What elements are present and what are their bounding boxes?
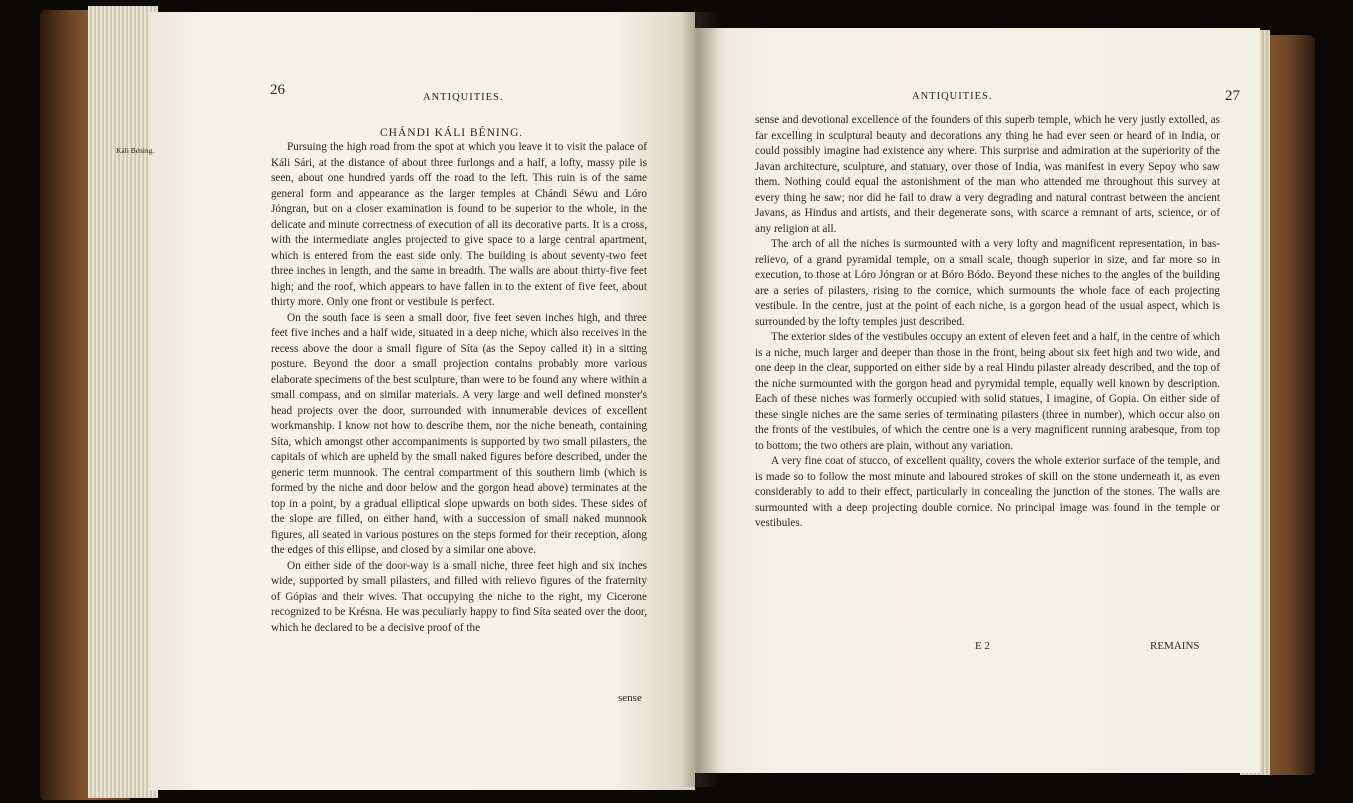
right-body-text: [755, 113, 1220, 532]
catchword: REMAINS: [1150, 640, 1200, 652]
page-number: 26: [270, 82, 285, 98]
paragraph: On either side of the door-way is a small niche, three feet high and six inches wide, supported by small pilasters, and filled with relievo figures of the fraternity of Gópias and their wives. That occupying the niche to the right, my Cicerone recognized to be Krésna. He was peculiarly happy to find Síta seated over the door, which he declared to be a decisive proof of the: [271, 559, 647, 634]
running-head: ANTIQUITIES.: [423, 92, 504, 103]
catchword: sense: [618, 692, 642, 704]
paragraph: The arch of all the niches is surmounted with a very lofty and magnificent representation, in bas-relievo, of a grand pyramidal temple, on a small scale, though superior in size, and far more so in execution, to those at Lóro Jóngran or at Bóro Bódo. Beyond these niches to the angles of the building are a series of pilasters, rising to the cornice, which surmounts the whole face of each projecting vestibule. In the centre, just at the point of each niche, is a gorgon head of the usual aspect, which is surrounded by the lofty temples just described.: [755, 238, 1220, 328]
paragraph: sense and devotional excellence of the founders of this superb temple, which he very justly extolled, as far excelling in sculptural beauty and decorations any thing he had ever seen or heard of in India, or could possibly imagine had existence any where. This surprise and admiration at the superiority of the Javan architecture, sculpture, and statuary, over those of India, was manifest in every Sepoy who saw them. Nothing could equal the astonishment of the man who attended me throughout this survey at every thing he saw; nor did he fail to draw a very degrading and natural contrast between the ancient Javans, as Hindus and artists, and their degenerate sons, with scarce a remnant of arts, science, or of any religion at all.: [755, 114, 1220, 235]
paragraph: On the south face is seen a small door, five feet seven inches high, and three feet five inches and a half wide, situated in a deep niche, which also receives in the recess above the door a small figure of Síta (as the Sepoy called it) in a sitting posture. Beyond the door a small projection contains probably more various elaborate specimens of the best sculpture, than were to be found any where within a small compass, and on similar materials. A very large and well defined monster's head projects over the door, surrounded with innumerable devices of excellent workmanship. I know not how to describe them, nor the niche beneath, containing Síta, which amongst other accompaniments is supported by two small pilasters, the capitals of which are upheld by the small naked figures before described, under the generic term munnook. The central compartment of this southern limb (which is formed by the niche and door below and the gorgon head above) terminates at the top in a point, by a gradual elliptical slope upwards on both sides. These sides of the slope are filled, on either hand, with a succession of small naked munnook figures, all seated in various postures on the steps formed for their reception, along the edges of this ellipse, and closed by a similar one above.: [271, 311, 647, 556]
paragraph: Pursuing the high road from the spot at which you leave it to visit the palace of Káli Sári, at the distance of about three furlongs and a half, a lofty, massy pile is seen, about one hundred yards off the road to the left. This ruin is of the same general form and appearance as the larger temples at Chándi Séwu and Lóro Jóngran, but on a closer examination is found to be superior to the whole, in the delicate and minute correctness of execution of all its decorative parts. It is a cross, with the intermediate angles projected to give space to a large central apartment, which is entered from the east side only. The building is about seventy-two feet three inches in length, and the same in breadth. The walls are about thirty-five feet high; and the roof, which appears to have fallen in to the extent of five feet, about thirty more. Only one front or vestibule is perfect.: [271, 141, 647, 308]
left-body-text: [271, 140, 647, 636]
paragraph: A very fine coat of stucco, of excellent quality, covers the whole exterior surface of the temple, and is made so to follow the most minute and laboured strokes of skill on the stone underneath it, as even considerably to add to their effect, particularly in concealing the junction of the stones. The walls are surmounted with a deep projecting double cornice. No principal image was found in the temple or vestibules.: [755, 455, 1220, 529]
section-title: CHÁNDI KÁLI BÉNING.: [380, 127, 524, 139]
marginal-note: Káli Béning.: [116, 146, 155, 155]
running-head: ANTIQUITIES.: [912, 91, 993, 102]
paragraph: The exterior sides of the vestibules occupy an extent of eleven feet and a half, in the centre of which is a niche, much larger and deeper than those in the front, being about six feet high and two wide, and one deep in the clear, supported on either side by a real Hindu pilaster already described, and the top of the niche surmounted with the gorgon head and pyrymidal temple, equally well known by description. Each of these niches was formerly occupied with solid statues, I imagine, of Gopia. On either side of these single niches are the same series of terminating pilasters (three in number), which occur also on the fronts of the vestibules, of which the centre one is a very magnificent running arabesque, from top to bottom; the two others are plain, without any variation.: [755, 331, 1220, 452]
right-page: [695, 28, 1260, 773]
left-page-stack: [88, 6, 158, 798]
signature-mark: E 2: [975, 640, 990, 652]
left-page: [116, 12, 695, 790]
page-number: 27: [1225, 88, 1240, 104]
book-gutter: [680, 12, 720, 787]
